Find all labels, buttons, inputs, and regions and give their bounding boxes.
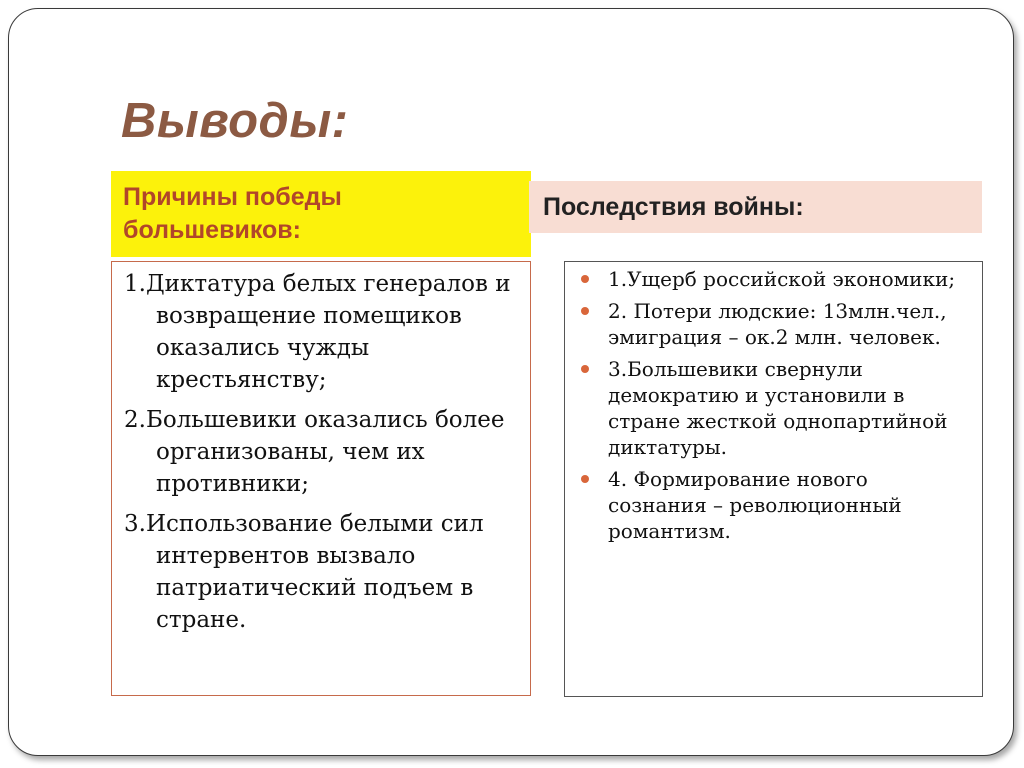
slide-frame — [8, 8, 1014, 756]
consequences-header: Последствия войны: — [529, 181, 982, 233]
consequence-item — [575, 266, 972, 292]
consequence-item — [575, 466, 972, 544]
cause-item: 1.Диктатура белых генералов и возвращение помещиков оказались чужды крестьянству; — [124, 271, 511, 393]
consequence-item — [575, 356, 972, 460]
consequences-list — [575, 266, 972, 544]
consequence-item — [575, 298, 972, 350]
bullet-icon — [581, 475, 589, 483]
cause-item: 3.Использование белыми сил интервентов вызвало патриатический подъем в стране. — [124, 511, 484, 633]
consequence-text: 3.Большевики свернули демократию и установили в стране жесткой однопартийной диктатуры. — [608, 357, 948, 459]
bullet-icon — [581, 275, 589, 283]
bullet-icon — [581, 365, 589, 373]
consequences-box — [564, 261, 983, 697]
slide-title: Выводы: — [121, 94, 349, 148]
causes-header: Причины победы большевиков: — [111, 171, 531, 257]
cause-item: 2.Большевики оказались более организованы, чем их противники; — [124, 407, 505, 497]
bullet-icon — [581, 307, 589, 315]
consequence-text: 1.Ущерб российской экономики; — [608, 267, 956, 291]
consequence-text: 4. Формирование нового сознания – революционный романтизм. — [608, 467, 902, 543]
causes-box — [111, 261, 531, 696]
consequence-text: 2. Потери людские: 13млн.чел., эмиграция – ок.2 млн. человек. — [608, 299, 947, 349]
